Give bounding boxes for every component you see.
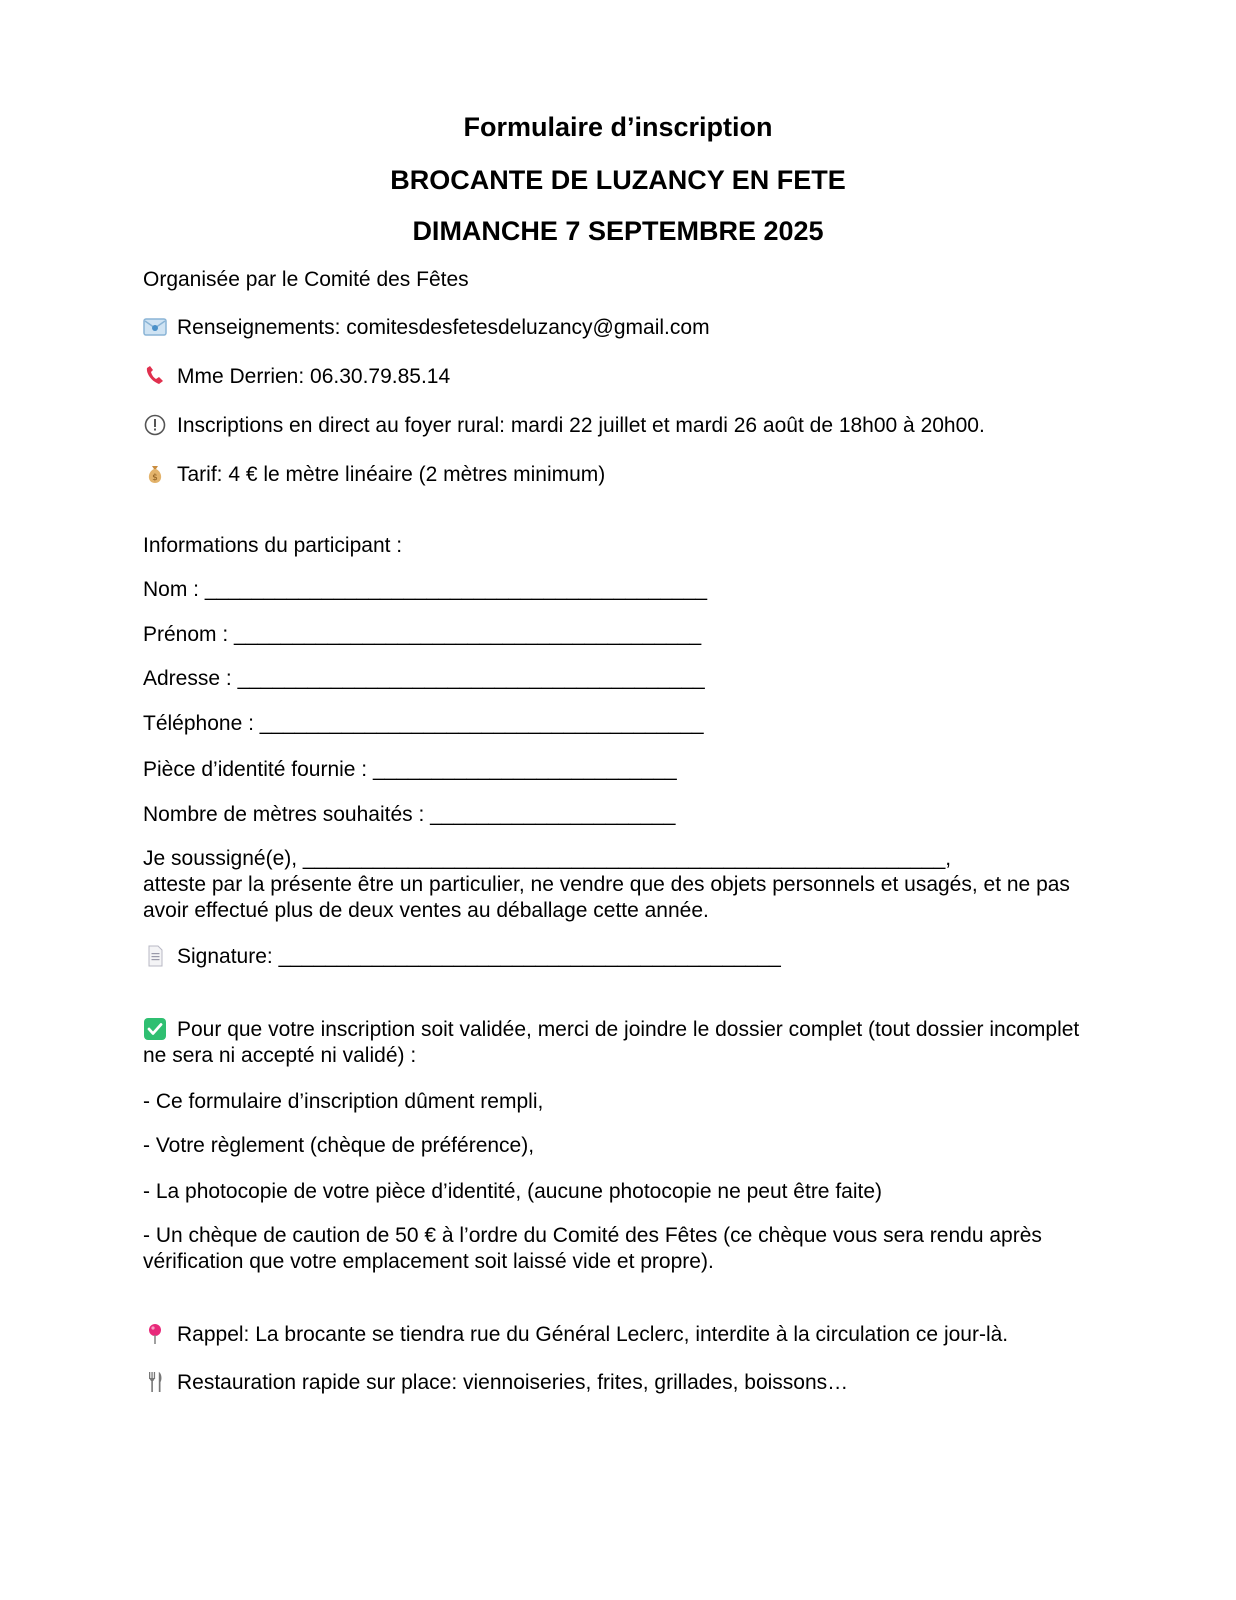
signature-blank[interactable]: ___________________________________________	[278, 945, 781, 968]
food-line	[143, 1370, 848, 1396]
field-nom	[143, 577, 707, 603]
field-label: Adresse :	[143, 667, 232, 690]
declaration-label: Je soussigné(e),	[143, 847, 298, 870]
phone-text: Mme Derrien: 06.30.79.85.14	[177, 365, 451, 388]
field-prenom	[143, 622, 701, 648]
field-label: Pièce d’identité fournie :	[143, 758, 368, 781]
field-label: Téléphone :	[143, 712, 254, 735]
declaration-name-line	[143, 846, 951, 872]
check-mark-icon	[143, 1018, 167, 1040]
field-blank[interactable]: ______________________________________	[259, 712, 704, 735]
food-text: Restauration rapide sur place: viennoiseries, frites, grillades, boissons…	[177, 1371, 849, 1394]
reminder-line	[143, 1322, 1008, 1348]
field-blank[interactable]: __________________________	[372, 758, 677, 781]
requirement-item: - Ce formulaire d’inscription dûment rempli,	[143, 1090, 544, 1113]
document-icon	[143, 945, 167, 967]
declaration-blank[interactable]: _______________________________________________________,	[302, 847, 952, 870]
svg-text:$: $	[152, 473, 158, 483]
field-adresse	[143, 666, 705, 692]
field-blank[interactable]: ________________________________________	[237, 667, 705, 690]
field-blank[interactable]: ________________________________________	[234, 623, 702, 646]
money-bag-icon	[143, 463, 167, 485]
pushpin-icon	[143, 1323, 167, 1345]
email-line	[143, 315, 710, 341]
field-telephone	[143, 711, 704, 737]
envelope-icon	[143, 316, 167, 338]
registration-text: Inscriptions en direct au foyer rural: mardi 22 juillet et mardi 26 août de 18h00 à 20h00.	[177, 414, 985, 437]
participant-heading: Informations du participant :	[143, 534, 403, 557]
requirements-intro	[143, 1017, 1093, 1069]
declaration-text: atteste par la présente être un particulier, ne vendre que des objets personnels et usagés, et ne pas avoir effectué plus de deux ventes au déballage cette année.	[143, 873, 1070, 922]
price-text: Tarif: 4 € le mètre linéaire (2 mètres minimum)	[177, 463, 606, 486]
organizer-line: Organisée par le Comité des Fêtes	[143, 268, 469, 291]
requirement-item: - Un chèque de caution de 50 € à l’ordre du Comité des Fêtes (ce chèque vous sera rendu après vérification que votre emplacement soit laissé vide et propre).	[143, 1224, 1042, 1273]
registration-line	[143, 413, 985, 439]
price-line	[143, 462, 605, 488]
field-piece-identite	[143, 757, 677, 783]
info-icon	[143, 414, 167, 436]
requirements-intro-text: Pour que votre inscription soit validée, merci de joindre le dossier complet (tout dossier incomplet ne sera ni accepté ni validé) :	[143, 1018, 1080, 1067]
field-blank[interactable]: ___________________________________________	[204, 578, 708, 601]
reminder-text: Rappel: La brocante se tiendra rue du Général Leclerc, interdite à la circulation ce jour-là.	[177, 1323, 1009, 1346]
signature-line	[143, 944, 781, 970]
field-label: Nombre de mètres souhaités :	[143, 803, 425, 826]
fork-knife-icon	[143, 1371, 167, 1393]
field-nombre-metres	[143, 802, 675, 828]
form-title: Formulaire d’inscription	[463, 112, 773, 142]
requirement-item: - Votre règlement (chèque de préférence),	[143, 1134, 535, 1157]
requirement-item: - La photocopie de votre pièce d’identité, (aucune photocopie ne peut être faite)	[143, 1180, 883, 1203]
event-date: DIMANCHE 7 SEPTEMBRE 2025	[412, 216, 824, 246]
event-name: BROCANTE DE LUZANCY EN FETE	[390, 165, 846, 195]
field-label: Nom :	[143, 578, 200, 601]
phone-line	[143, 364, 450, 390]
signature-label: Signature:	[177, 945, 273, 968]
telephone-icon	[143, 365, 167, 387]
field-label: Prénom :	[143, 623, 229, 646]
field-blank[interactable]: _____________________	[430, 803, 676, 826]
email-text: Renseignements: comitesdesfetesdeluzancy@gmail.com	[177, 316, 710, 339]
